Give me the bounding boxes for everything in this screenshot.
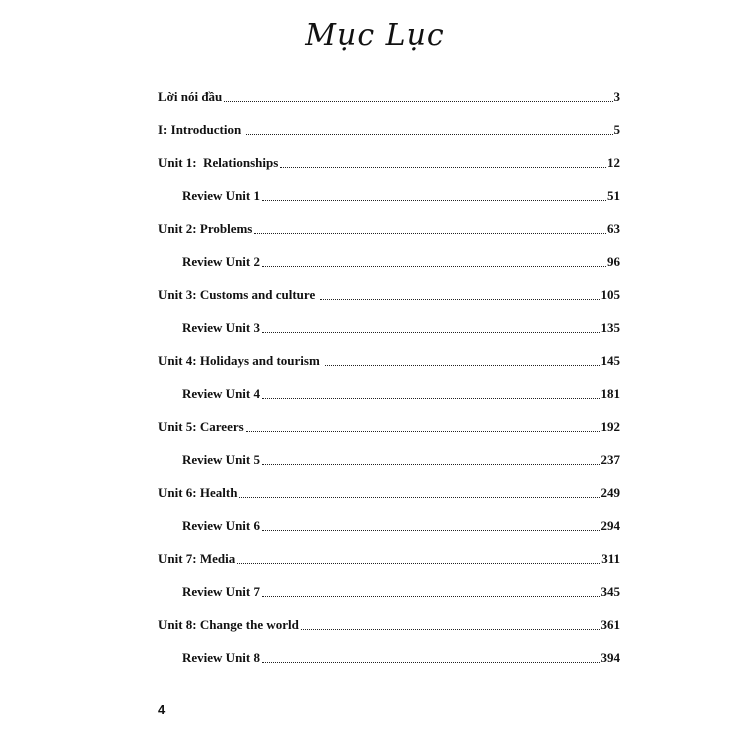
- toc-entry-label: Review Unit 4: [182, 386, 260, 401]
- toc-entry-label: Lời nói đầu: [158, 89, 223, 104]
- toc-entry-label: Unit 6: Health: [158, 485, 238, 500]
- toc-entry-label: Unit 8: Change the world: [158, 617, 299, 632]
- toc-entry-label: Review Unit 8: [182, 650, 260, 665]
- toc-entry[interactable]: [158, 534, 620, 567]
- toc-entry-label: Review Unit 2: [182, 254, 260, 269]
- toc-entry-label: Review Unit 5: [182, 452, 260, 467]
- toc-entry[interactable]: [158, 369, 620, 402]
- toc-dot-leader: [280, 167, 606, 168]
- toc-entry-page: 311: [601, 551, 620, 566]
- toc-dot-leader: [325, 365, 599, 366]
- toc-entry-page: 237: [600, 452, 620, 467]
- toc-dot-leader: [262, 596, 600, 597]
- toc-entry[interactable]: [158, 600, 620, 633]
- toc-entry-label: Review Unit 7: [182, 584, 260, 599]
- toc-entry[interactable]: [158, 567, 620, 600]
- toc-dot-leader: [262, 662, 600, 663]
- toc-entry[interactable]: [158, 72, 620, 105]
- toc-entry[interactable]: [158, 501, 620, 534]
- toc-dot-leader: [246, 431, 600, 432]
- toc-entry-page: 96: [607, 254, 620, 269]
- toc-entry-label: Review Unit 1: [182, 188, 260, 203]
- toc-entry-page: 51: [607, 188, 620, 203]
- toc-dot-leader: [262, 398, 600, 399]
- toc-entry[interactable]: [158, 633, 620, 666]
- toc-entry-label: Unit 4: Holidays and tourism: [158, 353, 324, 368]
- toc-entry-page: 181: [600, 386, 620, 401]
- toc-entry[interactable]: [158, 270, 620, 303]
- toc-entry[interactable]: [158, 171, 620, 204]
- toc-entry[interactable]: [158, 303, 620, 336]
- toc-entry-page: 361: [600, 617, 620, 632]
- toc-dot-leader: [237, 563, 600, 564]
- toc-dot-leader: [246, 134, 612, 135]
- toc-entry-page: 294: [600, 518, 620, 533]
- toc-entry-label: I: Introduction: [158, 122, 245, 137]
- toc-entry-page: 3: [613, 89, 620, 104]
- toc-entry-label: Unit 5: Careers: [158, 419, 244, 434]
- toc-entry-page: 394: [600, 650, 620, 665]
- toc-entry-page: 12: [607, 155, 620, 170]
- toc-dot-leader: [262, 200, 606, 201]
- toc-entry[interactable]: [158, 138, 620, 171]
- toc-dot-leader: [262, 464, 600, 465]
- toc-entry-label: Unit 2: Problems: [158, 221, 253, 236]
- toc-entry-page: 145: [600, 353, 620, 368]
- toc-entry-label: Review Unit 3: [182, 320, 260, 335]
- toc-entry-label: Unit 7: Media: [158, 551, 236, 566]
- toc-entry-page: 249: [600, 485, 620, 500]
- toc-entry[interactable]: [158, 402, 620, 435]
- toc-entry-page: 105: [600, 287, 620, 302]
- toc-entry-page: 5: [613, 122, 620, 137]
- toc-dot-leader: [262, 332, 600, 333]
- toc-entry-page: 345: [600, 584, 620, 599]
- page-number: 4: [158, 702, 166, 717]
- page-title: Mục Lục: [305, 18, 445, 53]
- toc-entry-page: 63: [607, 221, 620, 236]
- toc-entry-page: 135: [600, 320, 620, 335]
- toc-entry[interactable]: [158, 336, 620, 369]
- toc-dot-leader: [254, 233, 606, 234]
- toc-entry[interactable]: [158, 237, 620, 270]
- toc-entry-label: Unit 3: Customs and culture: [158, 287, 319, 302]
- toc-dot-leader: [262, 266, 606, 267]
- table-of-contents: [158, 72, 620, 666]
- toc-entry[interactable]: [158, 204, 620, 237]
- toc-entry[interactable]: [158, 435, 620, 468]
- toc-dot-leader: [262, 530, 600, 531]
- toc-entry[interactable]: [158, 105, 620, 138]
- toc-dot-leader: [239, 497, 599, 498]
- toc-entry-label: Unit 1: Relationships: [158, 155, 279, 170]
- toc-dot-leader: [224, 101, 612, 102]
- toc-dot-leader: [320, 299, 599, 300]
- toc-entry-page: 192: [600, 419, 620, 434]
- toc-dot-leader: [301, 629, 600, 630]
- toc-entry-label: Review Unit 6: [182, 518, 260, 533]
- toc-entry[interactable]: [158, 468, 620, 501]
